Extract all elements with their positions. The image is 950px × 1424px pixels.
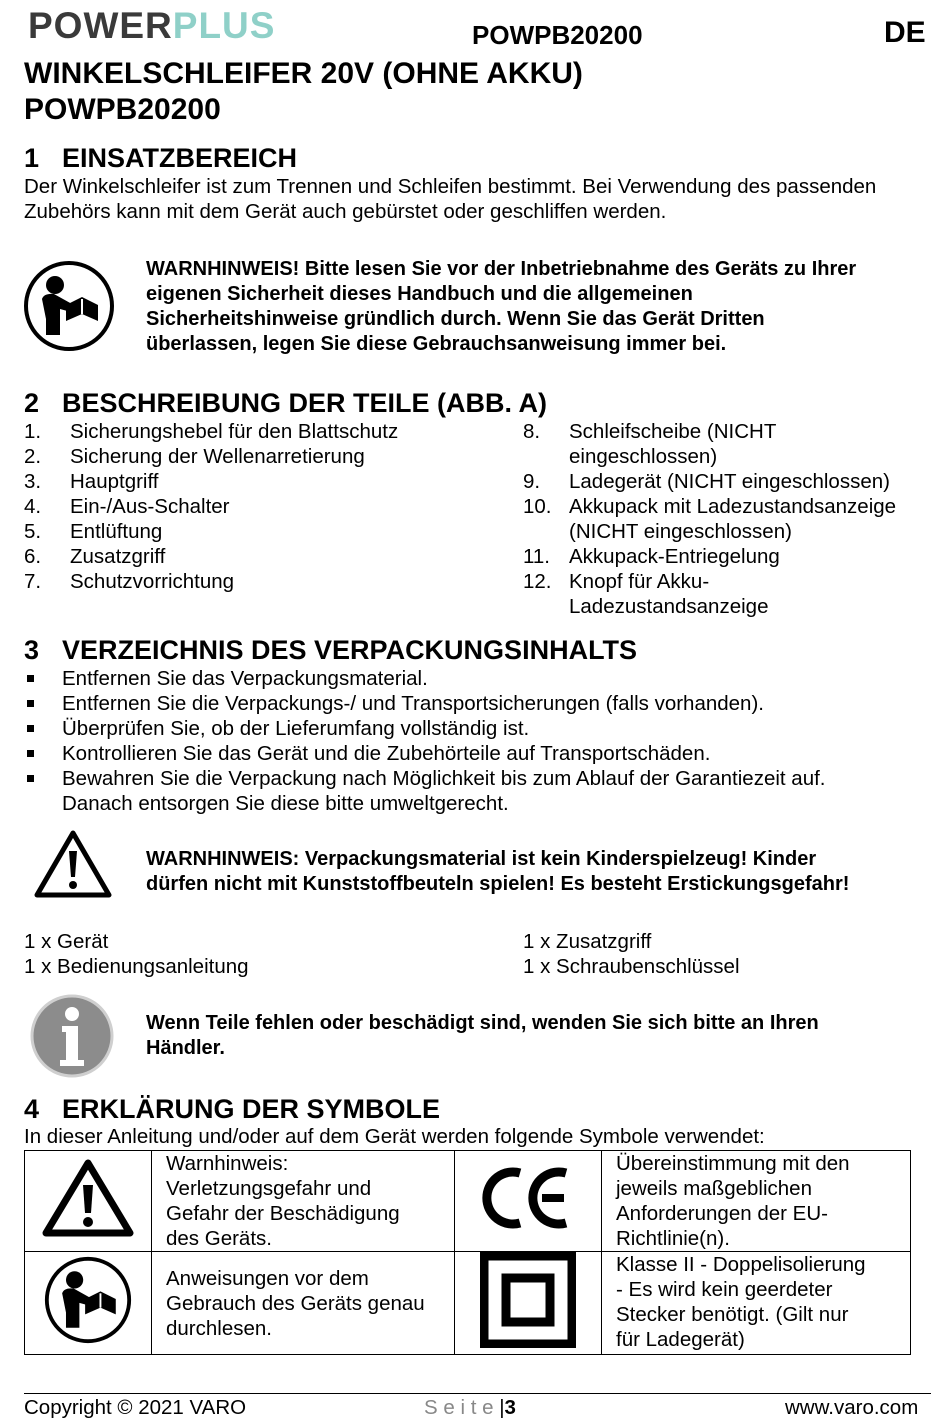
section-1-line-2: Zubehörs kann mit dem Gerät auch gebürstet oder geschliffen werden. (24, 200, 667, 223)
cell-line: des Geräts. (166, 1227, 272, 1250)
read-manual-icon (43, 1255, 133, 1345)
language-code: DE (884, 16, 926, 49)
warning-line: Sicherheitshinweise gründlich durch. Wenn Sie das Gerät Dritten (146, 308, 765, 330)
table-cell-text (152, 1151, 455, 1252)
package-contents-left (24, 929, 249, 979)
item-text: Sicherung der Wellenarretierung (70, 445, 365, 468)
page-separator: | (499, 1396, 505, 1419)
list-item (24, 519, 504, 544)
list-item (24, 569, 504, 594)
item-number: 3. (24, 470, 42, 493)
item-number: 12. (523, 570, 552, 593)
warning-read-manual (146, 257, 926, 357)
item-text-line: eingeschlossen) (569, 445, 718, 468)
bullet-text: Bewahren Sie die Verpackung nach Möglichkeit bis zum Ablauf der Garantiezeit auf. (62, 767, 826, 790)
page-number: 3 (504, 1396, 516, 1419)
list-item (523, 494, 933, 544)
list-item (523, 544, 933, 569)
warning-triangle-icon (33, 829, 113, 899)
package-contents-right (523, 929, 740, 979)
section-4-number: 4 (24, 1094, 40, 1124)
warning-line: dürfen nicht mit Kunststoffbeuteln spielen! Es besteht Erstickungsgefahr! (146, 873, 850, 895)
info-icon (30, 994, 114, 1078)
item-number: 7. (24, 570, 42, 593)
table-cell-icon (25, 1252, 152, 1355)
bullet-text: Überprüfen Sie, ob der Lieferumfang vollständig ist. (62, 717, 530, 740)
section-2-heading (24, 387, 547, 419)
cell-line: Richtlinie(n). (616, 1227, 730, 1250)
section-1-line-1: Der Winkelschleifer ist zum Trennen und Schleifen bestimmt. Bei Verwendung des passenden (24, 175, 877, 198)
section-1-number: 1 (24, 143, 40, 173)
bullet-marker (24, 666, 62, 691)
info-line: Händler. (146, 1037, 225, 1059)
list-item (523, 419, 933, 469)
item-text: Sicherungshebel für den Blattschutz (70, 420, 399, 443)
item-number: 1. (24, 420, 42, 443)
section-4-heading (24, 1093, 440, 1125)
item-number: 2. (24, 445, 42, 468)
bullet-text: Kontrollieren Sie das Gerät und die Zubehörteile auf Transportschäden. (62, 742, 711, 765)
list-item (523, 469, 933, 494)
list-item (24, 469, 504, 494)
unpacking-bullets (24, 666, 826, 816)
bullet-item (24, 691, 826, 716)
section-1-title: EINSATZBEREICH (62, 143, 298, 173)
cell-line: für Ladegerät) (616, 1328, 745, 1351)
bullet-marker (24, 716, 62, 741)
logo-part-power: POWER (28, 5, 173, 46)
warning-line: WARNHINWEIS: Verpackungsmaterial ist kein Kinderspielzeug! Kinder (146, 848, 817, 870)
warning-packaging (146, 847, 926, 897)
page-word: S e i t e (424, 1396, 494, 1419)
read-manual-icon (22, 259, 116, 353)
list-item (24, 419, 504, 444)
section-4-intro: In dieser Anleitung und/oder auf dem Gerät werden folgende Symbole verwendet: (24, 1125, 765, 1148)
warning-line: WARNHINWEIS! Bitte lesen Sie vor der Inbetriebnahme des Geräts zu Ihrer (146, 258, 857, 280)
table-cell-icon (455, 1151, 602, 1252)
list-item (24, 544, 504, 569)
footer-website: www.varo.com (785, 1396, 919, 1419)
parts-list-left (24, 419, 504, 594)
cell-line: Klasse II - Doppelisolierung (616, 1253, 866, 1276)
title-line-1: WINKELSCHLEIFER 20V (OHNE AKKU) (24, 57, 583, 90)
cell-line: Gebrauch des Geräts genau (166, 1291, 425, 1315)
item-text: Schutzvorrichtung (70, 570, 235, 593)
item-text: Akkupack-Entriegelung (569, 545, 780, 568)
item-text: Ladegerät (NICHT eingeschlossen) (569, 470, 890, 493)
info-missing-parts (146, 1011, 926, 1061)
item-number: 4. (24, 495, 42, 518)
bullet-continuation: Danach entsorgen Sie diese bitte umweltgerecht. (62, 792, 509, 815)
cell-line: Stecker benötigt. (Gilt nur (616, 1303, 849, 1326)
section-2-number: 2 (24, 388, 40, 418)
section-3-title: VERZEICHNIS DES VERPACKUNGSINHALTS (62, 635, 638, 665)
bullet-text: Entfernen Sie die Verpackungs-/ und Transportsicherungen (falls vorhanden). (62, 692, 764, 715)
section-4-title: ERKLÄRUNG DER SYMBOLE (62, 1094, 441, 1124)
logo-part-plus: PLUS (172, 5, 276, 46)
item-number: 6. (24, 545, 42, 568)
item-text: Zusatzgriff (70, 545, 166, 568)
item-text (569, 419, 776, 469)
table-row (25, 1151, 911, 1252)
cell-line: Warnhinweis: (166, 1152, 289, 1175)
page-title (24, 56, 583, 128)
cell-line: Verletzungsgefahr und (166, 1177, 372, 1200)
item-number: 11. (523, 545, 550, 568)
bullet-marker (24, 766, 62, 791)
footer-divider (24, 1393, 931, 1394)
content-item: 1 x Zusatzgriff (523, 930, 652, 953)
cell-line: - Es wird kein geerdeter (616, 1278, 833, 1301)
bullet-item (24, 741, 826, 766)
table-cell-text (602, 1252, 911, 1355)
warning-triangle-icon (40, 1157, 136, 1239)
cell-line: Anweisungen vor dem (166, 1266, 369, 1290)
cell-line: Anforderungen der EU- (616, 1202, 828, 1225)
cell-line: Übereinstimmung mit den (616, 1152, 850, 1175)
bullet-marker (24, 741, 62, 766)
table-cell-text (602, 1151, 911, 1252)
item-number: 10. (523, 495, 552, 518)
cell-line: Gefahr der Beschädigung (166, 1202, 400, 1225)
cell-line: durchlesen. (166, 1316, 272, 1340)
table-cell-icon (455, 1252, 602, 1355)
item-number: 8. (523, 420, 541, 443)
section-1-text (24, 174, 876, 224)
footer-page (424, 1396, 516, 1420)
bullet-item (24, 766, 826, 791)
section-1-heading (24, 142, 297, 174)
list-item (523, 569, 933, 619)
symbols-table (24, 1150, 911, 1355)
bullet-item (24, 666, 826, 691)
cell-line: jeweils maßgeblichen (616, 1177, 812, 1200)
table-cell-text (152, 1252, 455, 1355)
ce-mark-icon (480, 1163, 576, 1233)
section-2-title: BESCHREIBUNG DER TEILE (ABB. A) (62, 388, 548, 418)
section-3-heading (24, 634, 637, 666)
content-item: 1 x Bedienungsanleitung (24, 955, 249, 978)
item-text: Hauptgriff (70, 470, 159, 493)
brand-logo (28, 4, 275, 48)
list-item (24, 444, 504, 469)
section-3-number: 3 (24, 635, 40, 665)
header-model: POWPB20200 (472, 20, 643, 50)
item-text-line: Knopf für Akku- (569, 570, 710, 593)
parts-list-right (523, 419, 933, 619)
table-row (25, 1252, 911, 1355)
content-item: 1 x Gerät (24, 930, 109, 953)
item-text-line: Schleifscheibe (NICHT (569, 420, 777, 443)
item-text-line: Ladezustandsanzeige (569, 595, 769, 618)
bullet-marker (24, 691, 62, 716)
bullet-text: Entfernen Sie das Verpackungsmaterial. (62, 667, 428, 690)
item-text (569, 569, 768, 619)
list-item (24, 494, 504, 519)
bullet-item (24, 716, 826, 741)
content-item: 1 x Schraubenschlüssel (523, 955, 740, 978)
class-ii-icon (480, 1252, 576, 1348)
item-text-line: Akkupack mit Ladezustandsanzeige (569, 495, 897, 518)
item-number: 9. (523, 470, 541, 493)
item-text-line: (NICHT eingeschlossen) (569, 520, 792, 543)
item-text (569, 494, 896, 544)
table-cell-icon (25, 1151, 152, 1252)
warning-line: überlassen, legen Sie diese Gebrauchsanweisung immer bei. (146, 333, 727, 355)
warning-line: eigenen Sicherheit dieses Handbuch und die allgemeinen (146, 283, 693, 305)
item-text: Entlüftung (70, 520, 163, 543)
footer-copyright: Copyright © 2021 VARO (24, 1396, 247, 1419)
info-line: Wenn Teile fehlen oder beschädigt sind, wenden Sie sich bitte an Ihren (146, 1012, 819, 1034)
title-line-2: POWPB20200 (24, 93, 221, 126)
item-number: 5. (24, 520, 42, 543)
item-text: Ein-/Aus-Schalter (70, 495, 230, 518)
